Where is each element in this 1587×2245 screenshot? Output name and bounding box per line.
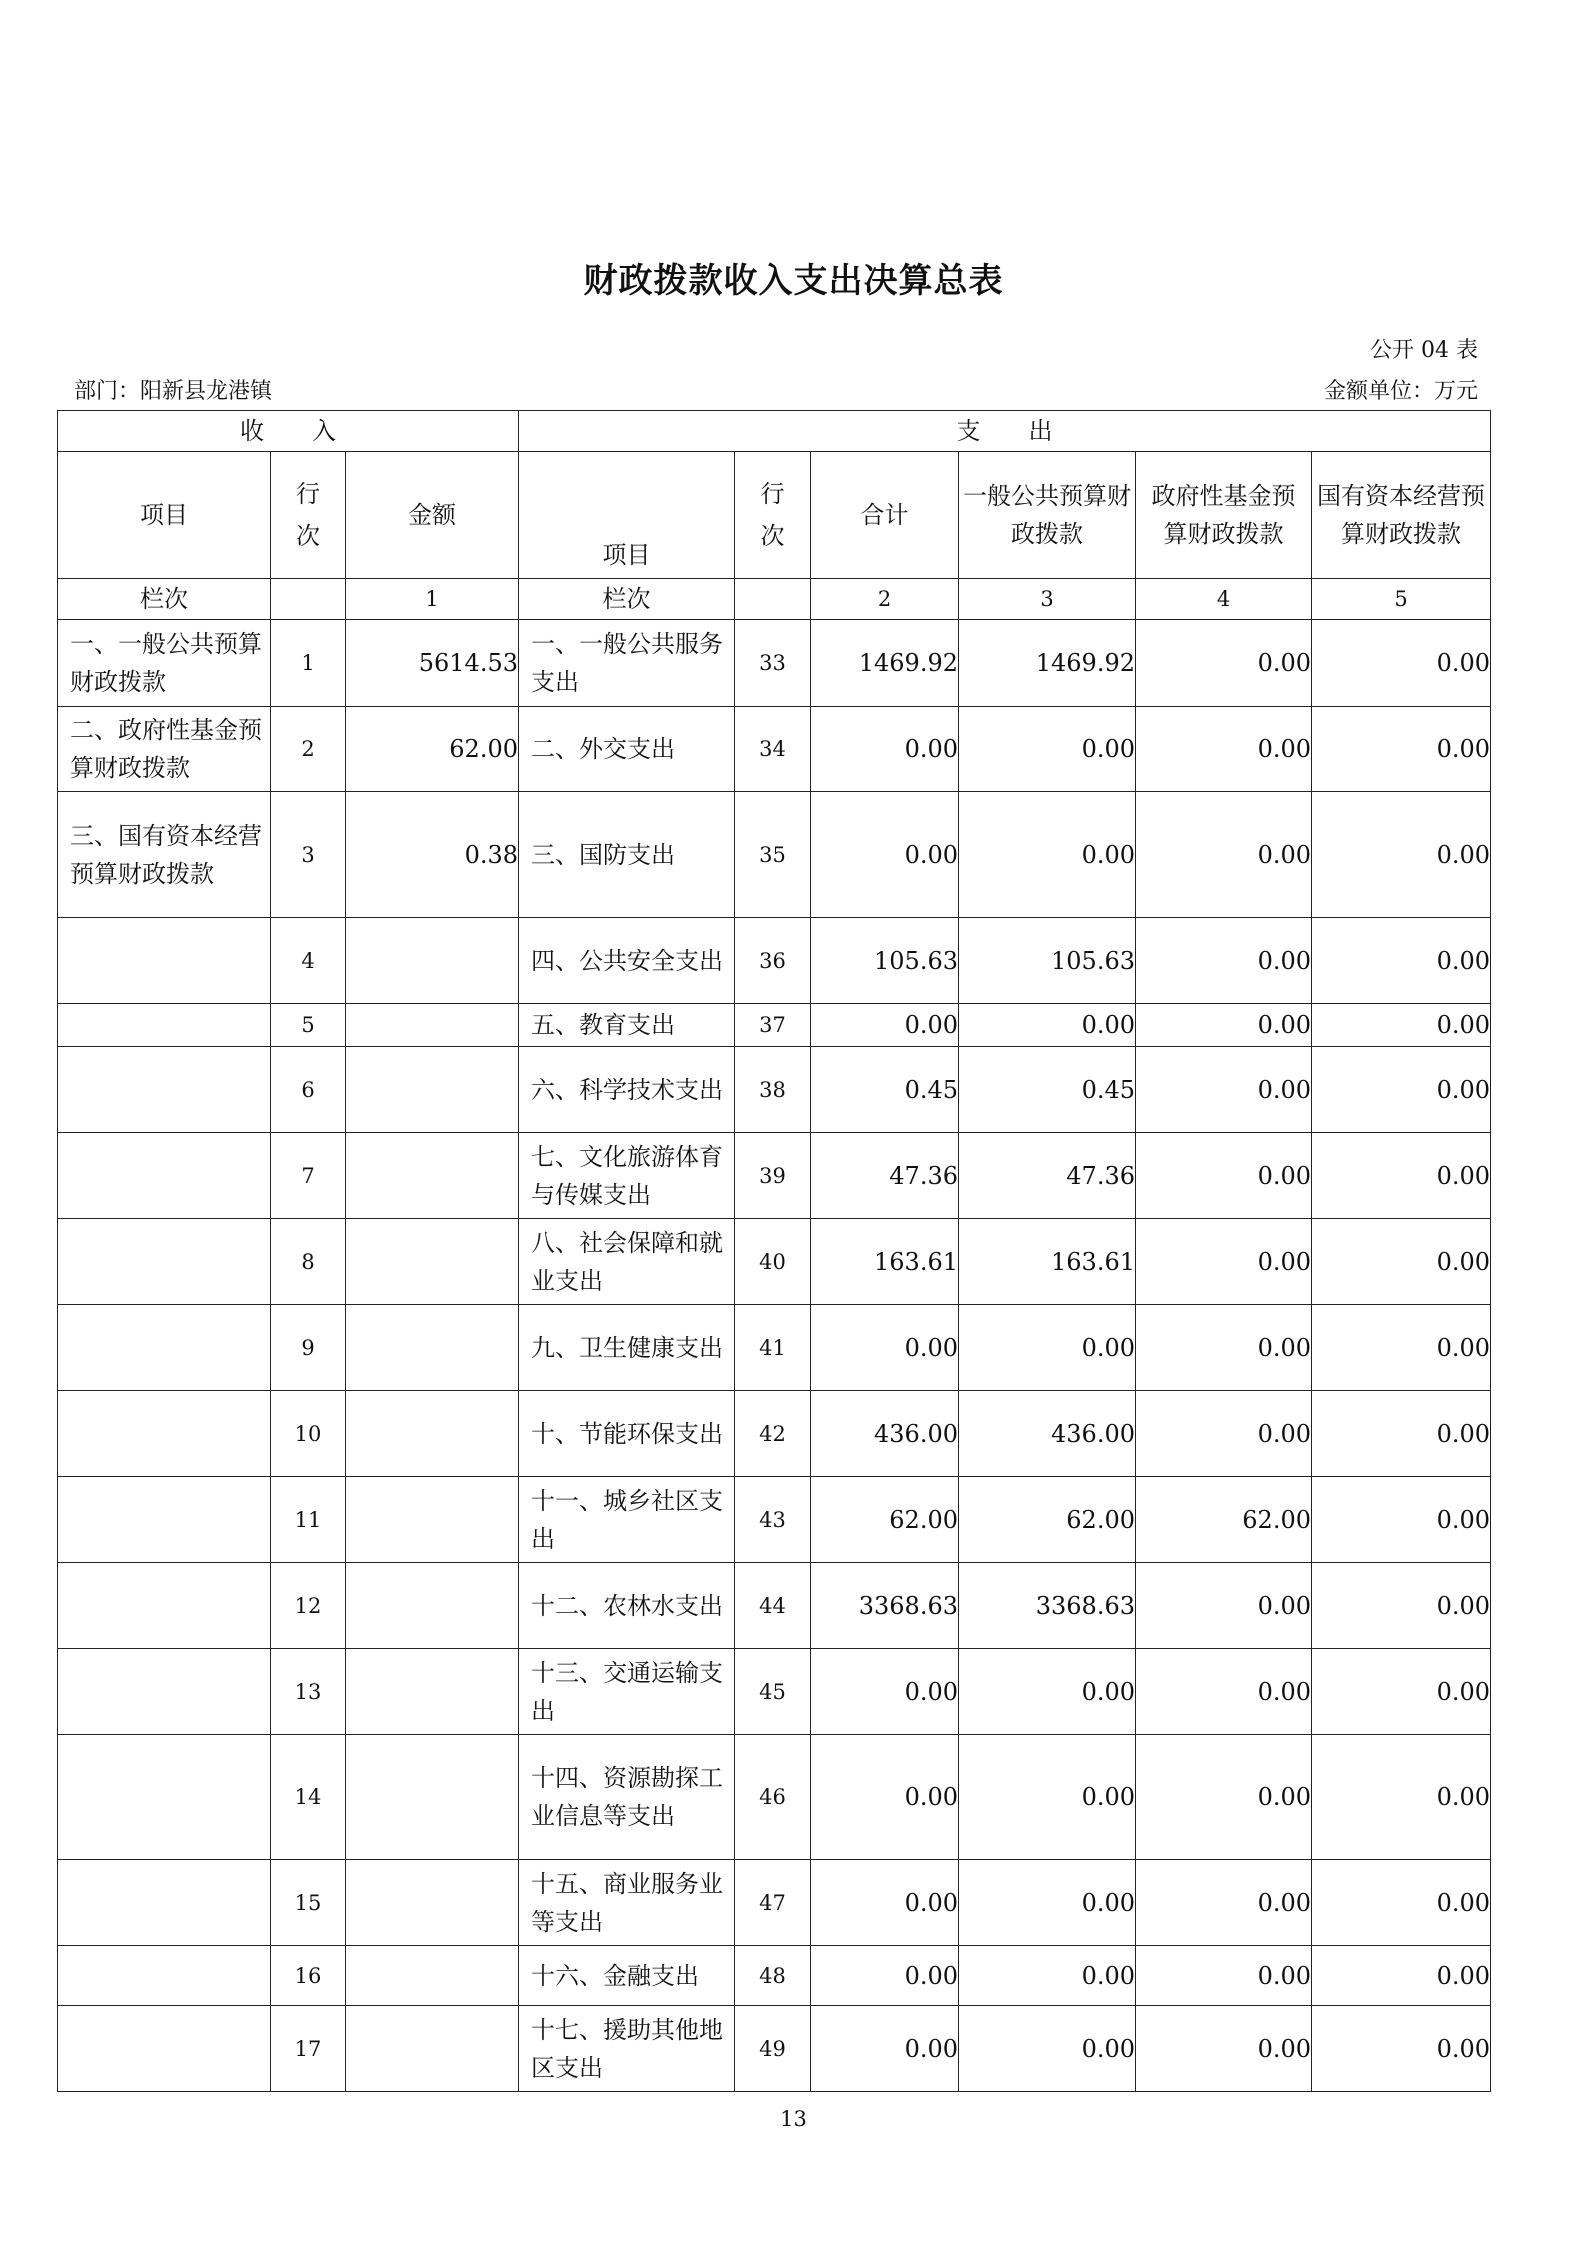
total-cell: 0.00 (811, 1860, 959, 1946)
fiscal-summary-table (57, 410, 1491, 2092)
general-budget-cell: 0.00 (959, 1305, 1136, 1391)
expense-item-cell: 二、外交支出 (519, 707, 735, 792)
expense-item-cell: 五、教育支出 (519, 1004, 735, 1047)
expense-line-cell: 41 (735, 1305, 811, 1391)
income-amount-cell (346, 918, 519, 1004)
gov-fund-header: 政府性基金预算财政拨款 (1136, 452, 1312, 579)
expense-line-cell: 34 (735, 707, 811, 792)
col-number-5: 5 (1312, 579, 1491, 620)
income-amount-cell (346, 1946, 519, 2006)
column-header-row (58, 452, 1491, 579)
income-amount-cell (346, 1563, 519, 1649)
expense-item-cell: 六、科学技术支出 (519, 1047, 735, 1133)
total-cell: 0.00 (811, 1649, 959, 1735)
income-line-cell: 14 (271, 1735, 346, 1860)
gov-fund-cell: 62.00 (1136, 1477, 1312, 1563)
page-number: 13 (780, 2107, 807, 2131)
gov-fund-cell: 0.00 (1136, 620, 1312, 707)
expense-line-cell: 39 (735, 1133, 811, 1219)
table-row (58, 1305, 1491, 1391)
general-budget-cell: 0.00 (959, 1860, 1136, 1946)
income-line-header-text: 行次 (295, 480, 320, 550)
income-line-cell: 15 (271, 1860, 346, 1946)
expense-item-cell: 十五、商业服务业等支出 (519, 1860, 735, 1946)
amount-unit-label: 金额单位：万元 (1323, 379, 1478, 404)
total-cell: 0.00 (811, 1735, 959, 1860)
income-line-cell: 10 (271, 1391, 346, 1477)
income-col-label: 栏次 (58, 579, 271, 620)
expense-line-cell: 42 (735, 1391, 811, 1477)
income-line-cell: 11 (271, 1477, 346, 1563)
state-capital-cell: 0.00 (1312, 1305, 1491, 1391)
total-cell: 62.00 (811, 1477, 959, 1563)
income-amount-cell (346, 1477, 519, 1563)
column-number-row (58, 579, 1491, 620)
income-amount-cell: 0.38 (346, 792, 519, 918)
income-item-cell: 二、政府性基金预算财政拨款 (58, 707, 271, 792)
gov-fund-cell: 0.00 (1136, 1133, 1312, 1219)
total-cell: 0.45 (811, 1047, 959, 1133)
income-item-header: 项目 (58, 452, 271, 579)
table-row (58, 707, 1491, 792)
department-label: 部门：阳新县龙港镇 (74, 379, 273, 404)
state-capital-cell: 0.00 (1312, 1133, 1491, 1219)
expense-item-cell: 九、卫生健康支出 (519, 1305, 735, 1391)
income-item-cell (58, 1946, 271, 2006)
state-capital-cell: 0.00 (1312, 1477, 1491, 1563)
col-number-4: 4 (1136, 579, 1312, 620)
expense-line-blank (735, 579, 811, 620)
state-capital-cell: 0.00 (1312, 620, 1491, 707)
table-row (58, 1563, 1491, 1649)
table-row (58, 1946, 1491, 2006)
expense-item-cell: 十六、金融支出 (519, 1946, 735, 2006)
income-amount-cell (346, 1649, 519, 1735)
gov-fund-cell: 0.00 (1136, 2006, 1312, 2092)
gov-fund-cell: 0.00 (1136, 1305, 1312, 1391)
gov-fund-cell: 0.00 (1136, 1563, 1312, 1649)
income-line-cell: 2 (271, 707, 346, 792)
state-capital-cell: 0.00 (1312, 792, 1491, 918)
state-capital-cell: 0.00 (1312, 1735, 1491, 1860)
state-capital-cell: 0.00 (1312, 1219, 1491, 1305)
state-capital-cell: 0.00 (1312, 1391, 1491, 1477)
income-item-cell (58, 1305, 271, 1391)
income-line-cell: 12 (271, 1563, 346, 1649)
income-line-blank (271, 579, 346, 620)
general-budget-cell: 47.36 (959, 1133, 1136, 1219)
table-row (58, 2006, 1491, 2092)
gov-fund-cell: 0.00 (1136, 1391, 1312, 1477)
income-item-cell: 三、国有资本经营预算财政拨款 (58, 792, 271, 918)
income-item-cell (58, 1219, 271, 1305)
income-item-cell (58, 1649, 271, 1735)
total-cell: 0.00 (811, 1305, 959, 1391)
general-budget-cell: 0.00 (959, 792, 1136, 918)
income-section-header: 收 入 (58, 411, 519, 452)
col-number-2: 2 (811, 579, 959, 620)
expense-line-cell: 33 (735, 620, 811, 707)
general-budget-cell: 436.00 (959, 1391, 1136, 1477)
total-cell: 0.00 (811, 707, 959, 792)
total-cell: 3368.63 (811, 1563, 959, 1649)
expense-line-cell: 47 (735, 1860, 811, 1946)
income-line-cell: 17 (271, 2006, 346, 2092)
expense-line-cell: 35 (735, 792, 811, 918)
table-row (58, 1047, 1491, 1133)
col-number-1: 1 (346, 579, 519, 620)
state-capital-header: 国有资本经营预算财政拨款 (1312, 452, 1491, 579)
total-cell: 0.00 (811, 2006, 959, 2092)
expense-line-cell: 40 (735, 1219, 811, 1305)
income-item-cell (58, 1004, 271, 1047)
col-number-3: 3 (959, 579, 1136, 620)
income-line-cell: 7 (271, 1133, 346, 1219)
table-row (58, 1004, 1491, 1047)
income-line-cell: 5 (271, 1004, 346, 1047)
expense-item-cell: 一、一般公共服务支出 (519, 620, 735, 707)
general-budget-cell: 0.00 (959, 707, 1136, 792)
expense-col-label: 栏次 (519, 579, 735, 620)
gov-fund-cell: 0.00 (1136, 1649, 1312, 1735)
expense-item-cell: 四、公共安全支出 (519, 918, 735, 1004)
income-item-cell (58, 1860, 271, 1946)
gov-fund-cell: 0.00 (1136, 1860, 1312, 1946)
expense-item-cell: 十三、交通运输支出 (519, 1649, 735, 1735)
state-capital-cell: 0.00 (1312, 1860, 1491, 1946)
income-line-cell: 4 (271, 918, 346, 1004)
income-amount-cell (346, 1004, 519, 1047)
income-amount-cell (346, 1047, 519, 1133)
general-budget-cell: 0.00 (959, 1946, 1136, 2006)
income-item-cell: 一、一般公共预算财政拨款 (58, 620, 271, 707)
table-row (58, 1133, 1491, 1219)
gov-fund-cell: 0.00 (1136, 1946, 1312, 2006)
general-budget-header: 一般公共预算财政拨款 (959, 452, 1136, 579)
income-line-cell: 13 (271, 1649, 346, 1735)
gov-fund-cell: 0.00 (1136, 1004, 1312, 1047)
income-line-cell: 8 (271, 1219, 346, 1305)
total-cell: 1469.92 (811, 620, 959, 707)
total-cell: 0.00 (811, 792, 959, 918)
general-budget-cell: 105.63 (959, 918, 1136, 1004)
expense-line-cell: 44 (735, 1563, 811, 1649)
general-budget-cell: 0.00 (959, 1735, 1136, 1860)
table-row (58, 1860, 1491, 1946)
expense-item-cell: 八、社会保障和就业支出 (519, 1219, 735, 1305)
income-amount-cell: 62.00 (346, 707, 519, 792)
table-row (58, 918, 1491, 1004)
expense-line-cell: 38 (735, 1047, 811, 1133)
gov-fund-cell: 0.00 (1136, 918, 1312, 1004)
general-budget-cell: 1469.92 (959, 620, 1136, 707)
total-cell: 0.00 (811, 1004, 959, 1047)
expense-item-cell: 七、文化旅游体育与传媒支出 (519, 1133, 735, 1219)
income-amount-cell (346, 1860, 519, 1946)
state-capital-cell: 0.00 (1312, 1004, 1491, 1047)
table-row (58, 792, 1491, 918)
expense-line-cell: 46 (735, 1735, 811, 1860)
state-capital-cell: 0.00 (1312, 707, 1491, 792)
state-capital-cell: 0.00 (1312, 1047, 1491, 1133)
income-amount-cell (346, 2006, 519, 2092)
expense-item-header: 项目 (519, 452, 735, 579)
total-cell: 105.63 (811, 918, 959, 1004)
form-number: 公开 04 表 (1370, 338, 1478, 363)
general-budget-cell: 0.00 (959, 2006, 1136, 2092)
income-item-cell (58, 1391, 271, 1477)
gov-fund-cell: 0.00 (1136, 1735, 1312, 1860)
table-row (58, 1477, 1491, 1563)
expense-line-cell: 49 (735, 2006, 811, 2092)
expense-item-cell: 十一、城乡社区支出 (519, 1477, 735, 1563)
general-budget-cell: 163.61 (959, 1219, 1136, 1305)
income-amount-cell (346, 1219, 519, 1305)
expense-line-header-text: 行次 (760, 480, 785, 550)
income-item-cell (58, 1477, 271, 1563)
expense-line-cell: 37 (735, 1004, 811, 1047)
expense-line-header (735, 452, 811, 579)
income-line-cell: 6 (271, 1047, 346, 1133)
income-line-cell: 1 (271, 620, 346, 707)
income-line-cell: 3 (271, 792, 346, 918)
income-amount-cell (346, 1735, 519, 1860)
table-row (58, 1649, 1491, 1735)
income-amount-cell (346, 1391, 519, 1477)
table-row (58, 1735, 1491, 1860)
general-budget-cell: 0.00 (959, 1004, 1136, 1047)
expense-line-cell: 48 (735, 1946, 811, 2006)
total-cell: 163.61 (811, 1219, 959, 1305)
state-capital-cell: 0.00 (1312, 1563, 1491, 1649)
state-capital-cell: 0.00 (1312, 1946, 1491, 2006)
general-budget-cell: 3368.63 (959, 1563, 1136, 1649)
income-amount-cell (346, 1133, 519, 1219)
income-item-cell (58, 1735, 271, 1860)
expense-section-header: 支 出 (519, 411, 1491, 452)
state-capital-cell: 0.00 (1312, 1649, 1491, 1735)
income-item-cell (58, 1133, 271, 1219)
income-item-cell (58, 2006, 271, 2092)
expense-item-cell: 十、节能环保支出 (519, 1391, 735, 1477)
state-capital-cell: 0.00 (1312, 2006, 1491, 2092)
income-amount-cell: 5614.53 (346, 620, 519, 707)
expense-line-cell: 45 (735, 1649, 811, 1735)
gov-fund-cell: 0.00 (1136, 1219, 1312, 1305)
general-budget-cell: 62.00 (959, 1477, 1136, 1563)
income-line-header (271, 452, 346, 579)
gov-fund-cell: 0.00 (1136, 707, 1312, 792)
gov-fund-cell: 0.00 (1136, 1047, 1312, 1133)
table-row (58, 1219, 1491, 1305)
general-budget-cell: 0.00 (959, 1649, 1136, 1735)
table-row (58, 620, 1491, 707)
income-amount-header: 金额 (346, 452, 519, 579)
expense-item-cell: 十七、援助其他地区支出 (519, 2006, 735, 2092)
income-item-cell (58, 1563, 271, 1649)
table-row (58, 1391, 1491, 1477)
total-cell: 436.00 (811, 1391, 959, 1477)
general-budget-cell: 0.45 (959, 1047, 1136, 1133)
gov-fund-cell: 0.00 (1136, 792, 1312, 918)
total-header: 合计 (811, 452, 959, 579)
income-line-cell: 16 (271, 1946, 346, 2006)
expense-item-cell: 十四、资源勘探工业信息等支出 (519, 1735, 735, 1860)
expense-item-cell: 十二、农林水支出 (519, 1563, 735, 1649)
section-header-row (58, 411, 1491, 452)
income-item-cell (58, 1047, 271, 1133)
expense-line-cell: 36 (735, 918, 811, 1004)
total-cell: 47.36 (811, 1133, 959, 1219)
page-title: 财政拨款收入支出决算总表 (583, 261, 1004, 301)
income-line-cell: 9 (271, 1305, 346, 1391)
income-amount-cell (346, 1305, 519, 1391)
income-item-cell (58, 918, 271, 1004)
expense-item-cell: 三、国防支出 (519, 792, 735, 918)
total-cell: 0.00 (811, 1946, 959, 2006)
expense-line-cell: 43 (735, 1477, 811, 1563)
state-capital-cell: 0.00 (1312, 918, 1491, 1004)
